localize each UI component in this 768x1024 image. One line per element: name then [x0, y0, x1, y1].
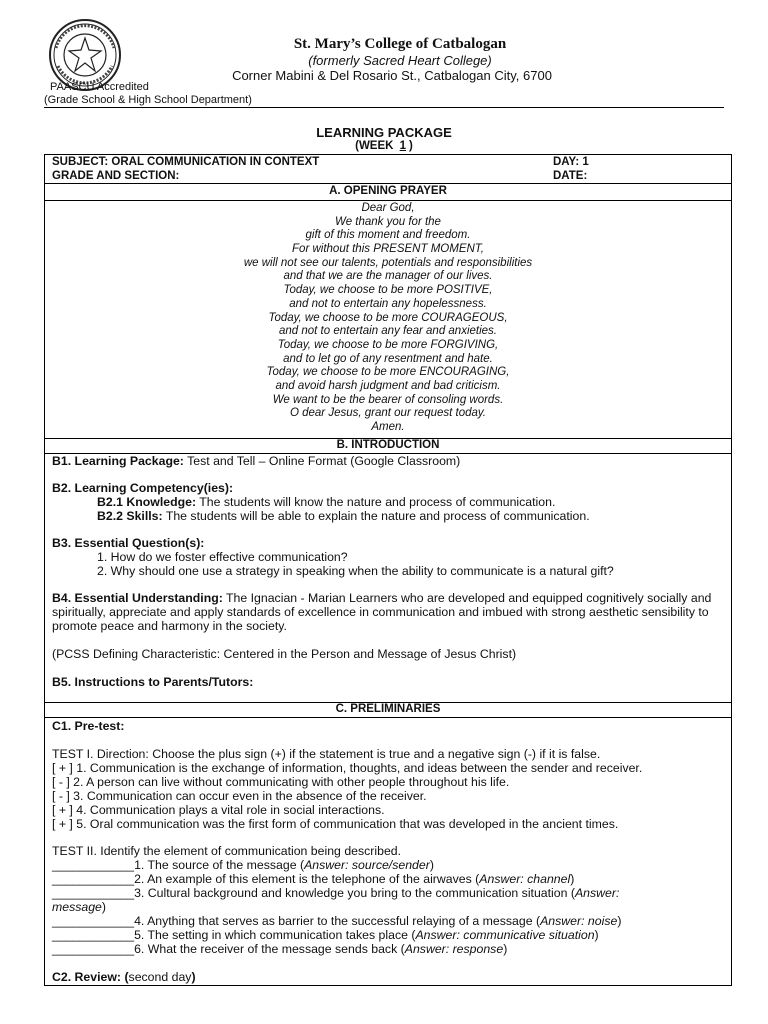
- section-heading-introduction: B. INTRODUCTION: [336, 439, 440, 451]
- former-name: (formerly Sacred Heart College): [308, 53, 492, 68]
- grade-section-field: GRADE AND SECTION:: [52, 170, 180, 182]
- prayer-line: we will not see our talents, potentials and responsibilities: [243, 256, 533, 269]
- section-heading-opening-prayer: A. OPENING PRAYER: [329, 185, 447, 197]
- test2-direction: TEST II. Identify the element of communication being described.: [52, 844, 402, 858]
- prayer-line: Today, we choose to be more FORGIVING,: [277, 338, 499, 351]
- week-number: 1: [399, 140, 407, 152]
- prayer-line: gift of this moment and freedom.: [305, 229, 471, 242]
- divider: [44, 717, 732, 718]
- test1-item: [ - ] 3. Communication can occur even in the absence of the receiver.: [52, 789, 427, 803]
- week-label: (WEEK 1 ): [355, 140, 413, 152]
- prayer-line: Amen.: [371, 421, 405, 433]
- header-divider: [44, 107, 724, 108]
- prayer-line: and to let go of any resentment and hate.: [283, 352, 493, 365]
- prayer-line: and not to entertain any fear and anxieties.: [278, 325, 497, 338]
- prayer-line: and that we are the manager of our lives.: [283, 270, 493, 283]
- c1-pretest: C1. Pre-test:: [52, 719, 125, 733]
- test1-item: [ - ] 2. A person can live without communicating with other people throughout his life.: [52, 775, 510, 789]
- essential-question: 2. Why should one use a strategy in speaking when the ability to communicate is a natural gift?: [97, 564, 614, 578]
- test2-item: ____________4. Anything that serves as barrier to the successful relaying of a message (Answer: noise): [52, 914, 622, 928]
- test1-direction: TEST I. Direction: Choose the plus sign (+) if the statement is true and a negative sign (-) if it is false.: [52, 747, 601, 761]
- date-field: DATE:: [553, 170, 588, 182]
- prayer-line: and not to entertain any hopelessness.: [289, 297, 487, 310]
- college-name: St. Mary’s College of Catbalogan: [293, 36, 507, 52]
- divider: [44, 200, 732, 201]
- department: (Grade School & High School Department): [44, 94, 252, 106]
- prayer-line: Today, we choose to be more POSITIVE,: [283, 284, 493, 297]
- prayer-line: We thank you for the: [335, 215, 441, 228]
- page-title: LEARNING PACKAGE: [316, 125, 452, 140]
- divider: [44, 183, 732, 184]
- c2-review: C2. Review: (second day): [52, 970, 196, 984]
- prayer-line: Dear God,: [361, 202, 415, 214]
- prayer-line: Today, we choose to be more COURAGEOUS,: [268, 311, 508, 324]
- test2-item: ____________6. What the receiver of the message sends back (Answer: response): [52, 942, 508, 956]
- college-address: Corner Mabini & Del Rosario St., Catbalogan City, 6700: [232, 68, 552, 83]
- day-field: DAY: 1: [553, 156, 589, 168]
- b3-essential-questions: B3. Essential Question(s):: [52, 536, 205, 550]
- prayer-line: For without this PRESENT MOMENT,: [292, 243, 484, 256]
- opening-prayer: [44, 202, 732, 435]
- test1-item: [ + ] 5. Oral communication was the first form of communication that was developed in the ancient times.: [52, 817, 619, 831]
- prayer-line: Today, we choose to be more ENCOURAGING,: [266, 366, 510, 379]
- test2-item: ____________1. The source of the message (Answer: source/sender): [52, 858, 434, 872]
- prayer-line: and avoid harsh judgment and bad criticism.: [275, 379, 501, 392]
- subject-field: SUBJECT: ORAL COMMUNICATION IN CONTEXT: [52, 156, 320, 168]
- pcss-characteristic: (PCSS Defining Characteristic: Centered in the Person and Message of Jesus Christ): [52, 647, 517, 661]
- test2-item: ____________2. An example of this element is the telephone of the airwaves (Answer: channel): [52, 872, 575, 886]
- test2-item: ____________3. Cultural background and knowledge you bring to the communication situation (Answer:: [52, 886, 620, 900]
- test2-item: ____________5. The setting in which communication takes place (Answer: communicative situation): [52, 928, 599, 942]
- b2-learning-competency: B2. Learning Competency(ies):: [52, 481, 234, 495]
- section-heading-preliminaries: C. PRELIMINARIES: [335, 703, 441, 715]
- accreditation: PAASCU Accredited: [50, 81, 149, 93]
- b21-knowledge: B2.1 Knowledge: The students will know the nature and process of communication.: [97, 495, 556, 509]
- prayer-line: O dear Jesus, grant our request today.: [289, 407, 487, 420]
- b5-instructions-parents: B5. Instructions to Parents/Tutors:: [52, 675, 254, 689]
- test1-item: [ + ] 1. Communication is the exchange of information, thoughts, and ideas between the sender and receiver.: [52, 761, 643, 775]
- test1-item: [ + ] 4. Communication plays a vital role in social interactions.: [52, 803, 385, 817]
- b4-essential-understanding: B4. Essential Understanding: The Ignacian - Marian Learners who are developed and equipped cognitively socially and spiritually, appreciate and apply standards of excellence in communication and imbued with strong aesthetic sensibility to promote peace and harmony in the society.: [52, 591, 712, 633]
- test2-item-continuation: message): [52, 900, 107, 914]
- essential-question: 1. How do we foster effective communication?: [97, 550, 348, 564]
- b22-skills: B2.2 Skills: The students will be able to explain the nature and process of communication.: [97, 509, 590, 523]
- prayer-line: We want to be the bearer of consoling words.: [272, 393, 504, 406]
- b1-learning-package: B1. Learning Package: Test and Tell – Online Format (Google Classroom): [52, 454, 461, 468]
